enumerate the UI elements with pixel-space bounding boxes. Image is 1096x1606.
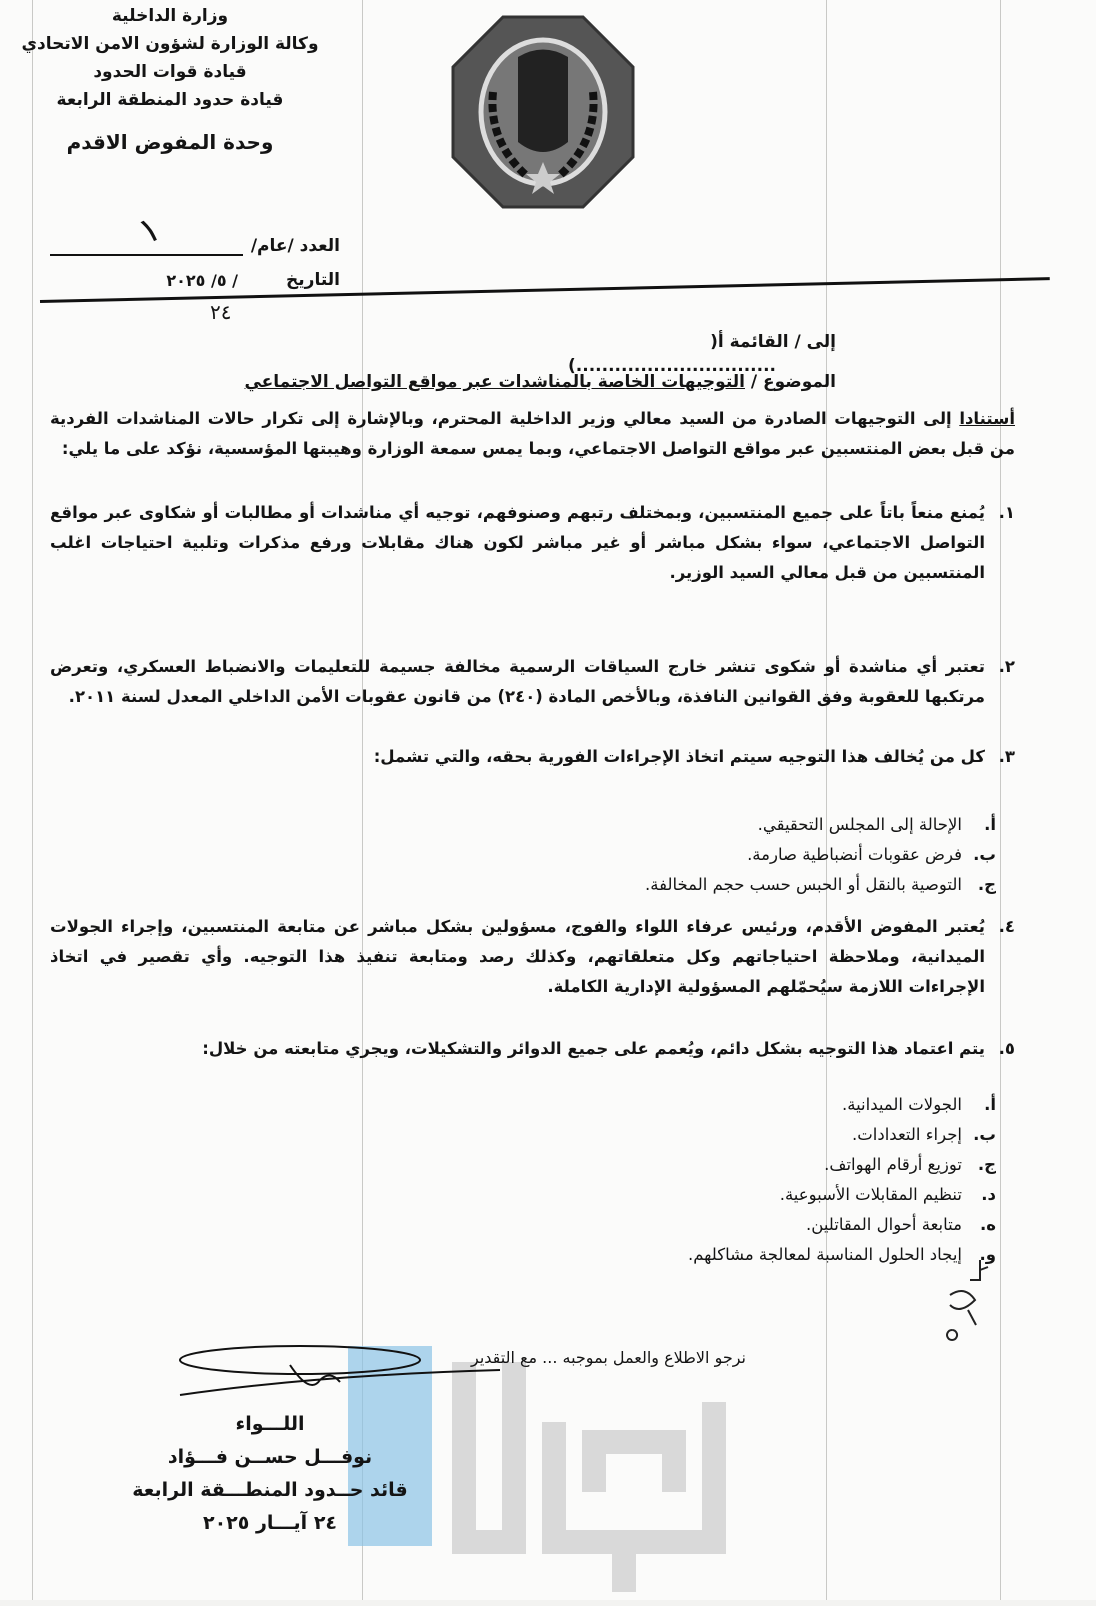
signature-icon: [170, 1340, 510, 1400]
ministry-name: وزارة الداخلية: [111, 6, 229, 26]
number-label: العدد /عام/: [250, 236, 340, 256]
subject-label: الموضوع /: [750, 372, 836, 392]
fold-line: [826, 0, 827, 1600]
list-item: ج. توزيع أرقام الهواتف.: [824, 1155, 996, 1174]
signer-title: قائد حــدود المنطـــقة الرابعة: [132, 1479, 408, 1501]
clause-number: ١.: [998, 503, 1015, 522]
eagle-emblem-icon: [448, 12, 638, 212]
subject-text: التوجيهات الخاصة بالمناشدات عبر مواقع التواصل الاجتماعي: [244, 372, 745, 392]
subject-line: [244, 372, 836, 392]
penalties-list: [645, 810, 996, 900]
recipient-blank: (...............................: [568, 356, 776, 376]
region-name: قيادة حدود المنطقة الرابعة: [56, 90, 284, 110]
follow-up-list: [688, 1090, 996, 1270]
agency-name: وكالة الوزارة لشؤون الامن الاتحادي: [21, 34, 319, 54]
recipient-line: إلى / القائمة أ(: [710, 332, 836, 352]
date-value: / ٥/ ٢٠٢٥: [166, 271, 239, 290]
signer-name: نوفـــل حســن فـــؤاد: [167, 1446, 373, 1468]
clause-1: [50, 498, 1015, 588]
clause-2: [50, 652, 1015, 712]
list-item: أ. الإحالة إلى المجلس التحقيقي.: [757, 815, 996, 834]
list-item: د. تنظيم المقابلات الأسبوعية.: [779, 1185, 996, 1204]
intro-lead: أستنادا: [959, 409, 1015, 428]
list-item: ه. متابعة أحوال المقاتلين.: [806, 1215, 996, 1234]
list-item: ج. التوصية بالنقل أو الحبس حسب حجم المخالفة.: [645, 875, 996, 894]
clause-number: ٣.: [998, 747, 1015, 766]
signer-rank: اللـــواء: [235, 1413, 305, 1435]
unit-name: وحدة المفوض الاقدم: [66, 130, 274, 154]
fold-line: [1000, 0, 1001, 1600]
clause-4: [50, 912, 1015, 1002]
clause-number: ٤.: [998, 917, 1015, 936]
list-item: أ. الجولات الميدانية.: [841, 1095, 996, 1114]
intro-paragraph: [50, 404, 1015, 464]
closing-line: نرجو الاطلاع والعمل بموجبه ... مع التقدير: [470, 1348, 746, 1367]
clause-number: ٢.: [998, 657, 1015, 676]
command-name: قيادة قوات الحدود: [93, 62, 247, 82]
fold-line: [32, 0, 33, 1600]
list-item: و. إيجاد الحلول المناسبة لمعالجة مشاكلهم.: [687, 1245, 996, 1264]
list-item: ب. فرض عقوبات أنضباطية صارمة.: [747, 845, 996, 864]
signer-block: [130, 1408, 410, 1540]
number-value: ١: [132, 207, 168, 254]
clause-text: يُمنع منعاً باتاً على جميع المنتسبين، وبمختلف رتبهم وصنوفهم، توجيه أي مناشدات أو مطالبات أو شكاوى عبر مواقع التواصل الاجتماعي، سواء بشكل مباشر أو غير مباشر لكون هناك مقابلات ورفع مذكرات وتلبية احتياجات اغلب المنتسبين من قبل معالي السيد الوزير.: [50, 503, 985, 582]
reference-block: [50, 207, 340, 290]
clause-3: [50, 742, 1015, 772]
list-item: ب. إجراء التعدادات.: [852, 1125, 996, 1144]
clause-text: يتم اعتماد هذا التوجيه بشكل دائم، ويُعمم على جميع الدوائر والتشكيلات، ويجري متابعته من خلال:: [202, 1039, 985, 1058]
clause-text: كل من يُخالف هذا التوجيه سيتم اتخاذ الإجراءات الفورية بحقه، والتي تشمل:: [373, 747, 985, 766]
letterhead: [20, 2, 320, 156]
clause-5: [50, 1034, 1015, 1064]
handwritten-day: ٢٤: [210, 300, 232, 324]
clause-number: ٥.: [998, 1039, 1015, 1058]
clause-text: تعتبر أي مناشدة أو شكوى تنشر خارج السياقات الرسمية مخالفة جسيمة للتعليمات والانضباط العسكري، وتعرض مرتكبها للعقوبة وفق القوانين النافذة، وبالأخص المادة (٢٤٠) من قانون عقوبات الأمن الداخلي المعدل لسنة ٢٠١١.: [50, 657, 985, 706]
clause-text: يُعتبر المفوض الأقدم، ورئيس عرفاء اللواء والفوج، مسؤولين بشكل مباشر عن متابعة المنتسبين، وإجراء الجولات الميدانية، وملاحظة احتياجاتهم وكل متعلقاتهم، وكذلك رصد ومتابعة تنفيذ هذا التوجيه. وأي تقصير في اتخاذ الإجراءات اللازمة سيُحمّلهم المسؤولية الإدارية الكاملة.: [50, 917, 985, 996]
date-label: التاريخ: [286, 270, 340, 290]
signer-date: ٢٤ آيـــار ٢٠٢٥: [202, 1512, 338, 1534]
handwritten-initials-icon: [940, 1255, 990, 1345]
intro-text: إلى التوجيهات الصادرة من السيد معالي وزير الداخلية المحترم، وبالإشارة إلى تكرار حالات المناشدات الفردية من قبل بعض المنتسبين عبر مواقع التواصل الاجتماعي، وبما يمس سمعة الوزارة وهيبتها المؤسسية، نؤكد على ما يلي:: [50, 409, 1015, 458]
number-line: [50, 207, 243, 256]
